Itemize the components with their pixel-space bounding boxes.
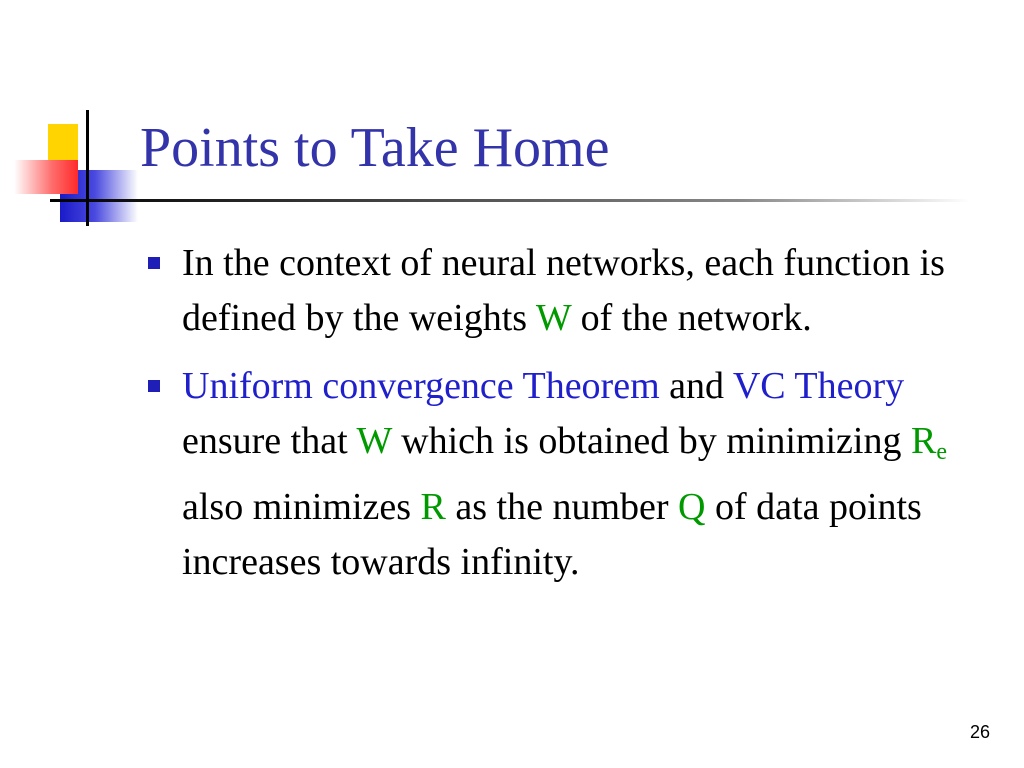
bullet-text-subscript: e [936, 439, 947, 465]
bullet-text-part: which is obtained by minimizing [391, 420, 911, 462]
bullet-item [140, 236, 980, 346]
square-bullet-icon [148, 257, 160, 269]
page-number: 26 [969, 722, 990, 742]
bullet-text-part: R [420, 486, 446, 528]
bullet-text-part: also minimizes [182, 486, 421, 528]
bullet-text-part: and [659, 365, 733, 407]
title-underline [50, 199, 970, 202]
blue-block [60, 170, 138, 222]
bullet-text-part: as the number [445, 486, 679, 528]
bullet-item [140, 359, 980, 590]
bullet-text-part: VC Theory [732, 365, 905, 407]
yellow-square [48, 124, 78, 170]
slide-title: Points to Take Home [140, 117, 610, 179]
bullet-text-part: Uniform convergence Theorem [182, 365, 660, 407]
vertical-rule [86, 110, 89, 226]
bullet-text-part: of data points increases towards infinity. [182, 486, 922, 583]
bullet-text-part: Q [678, 486, 706, 528]
bullet-list [140, 236, 980, 603]
red-bar [14, 160, 78, 194]
bullet-text-part: R [910, 420, 937, 462]
bullet-text-part: W [535, 297, 572, 339]
square-bullet-icon [148, 380, 160, 392]
bullet-text-part: In the context of neural networks, each function is defined by the weights [182, 242, 945, 339]
bullet-text-part: ensure that [182, 420, 357, 462]
bullet-text-part: W [356, 420, 392, 462]
bullet-text-part: of the network. [571, 297, 812, 339]
